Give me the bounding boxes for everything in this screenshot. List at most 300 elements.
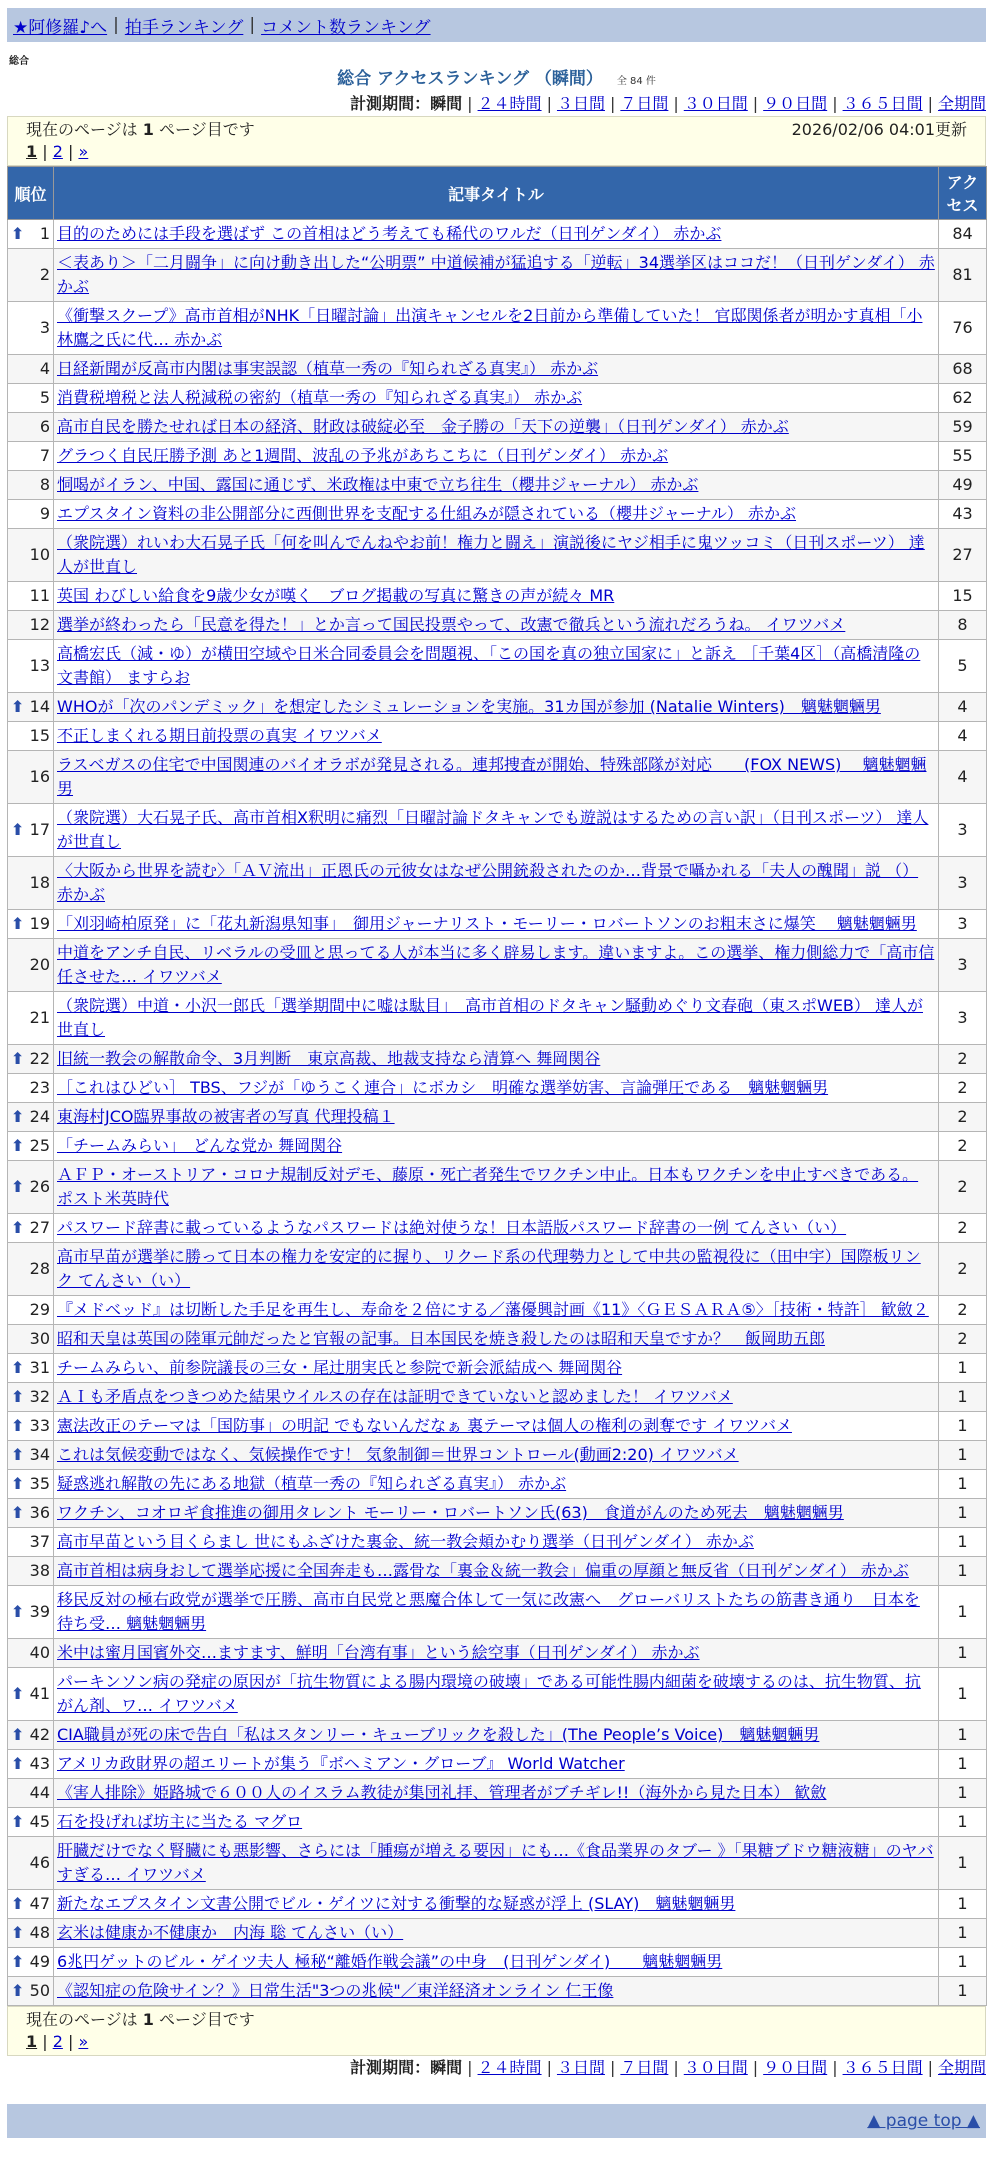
rank-cell (8, 220, 54, 249)
article-link[interactable]: アメリカ政財界の超エリートが集う『ボヘミアン・グローブ』 World Watcher (57, 1754, 625, 1773)
article-link[interactable]: パーキンソン病の発症の原因が「抗生物質による腸内環境の破壊」である可能性腸内細菌を破壊するのは、抗生物質、抗がん剤、ワ… イワツバメ (57, 1672, 921, 1715)
title-cell (54, 992, 939, 1045)
article-link[interactable]: パスワード辞書に載っているようなパスワードは絶対使うな！日本語版パスワード辞書の一例 てんさい（い） (57, 1218, 847, 1237)
rank-cell (8, 471, 54, 500)
title-cell (54, 1383, 939, 1412)
header-access: アクセス (939, 167, 987, 220)
table-row (8, 857, 987, 910)
page-separator: | (37, 2032, 53, 2051)
access-count: 1 (939, 1977, 987, 2006)
access-count: 3 (939, 992, 987, 1045)
article-link[interactable]: 高市首相は病身おして選挙応援に全国奔走も…露骨な「裏金＆統一教会」偏重の厚顔と無反省（日刊ゲンダイ） 赤かぶ (57, 1561, 909, 1580)
period-separator: | (609, 94, 616, 113)
article-link[interactable]: 肝臓だけでなく腎臓にも悪影響、さらには「腫瘍が増える要因」にも…《食品業界のタブー 》「果糖ブドウ糖液糖」のヤバすぎる… イワツバメ (57, 1841, 934, 1884)
article-link[interactable]: 《認知症の危険サイン？》日常生活"3つの兆候"／東洋経済オンライン 仁王像 (57, 1981, 614, 2000)
rank-cell (8, 249, 54, 302)
access-count: 2 (939, 1214, 987, 1243)
period-separator: | (673, 2058, 679, 2077)
article-link[interactable]: 英国 わびしい給食を9歳少女が嘆く ブログ掲載の写真に驚きの声が続々 MR (57, 586, 615, 605)
title-cell (54, 500, 939, 529)
period-link-6[interactable]: 全期間 (937, 2058, 986, 2077)
article-link[interactable]: 米中は蜜月国賓外交…ますます、鮮明「台湾有事」という絵空事（日刊ゲンダイ） 赤かぶ (57, 1643, 700, 1662)
table-row (8, 939, 987, 992)
header-rank: 順位 (8, 167, 54, 220)
rank-number: 48 (29, 1923, 50, 1942)
rank-cell (8, 302, 54, 355)
article-link[interactable]: 新たなエプスタイン文書公開でビル・ゲイツに対する衝撃的な疑惑が浮上 (SLAY) 魑魅魍魎男 (57, 1894, 736, 1913)
page-separator: | (62, 142, 79, 161)
ranking-title-text: 総合 アクセスランキング （瞬間） (337, 69, 603, 89)
rank-number: 30 (29, 1329, 50, 1348)
article-link[interactable]: 「チームみらい」 どんな党か 舞岡関谷 (57, 1136, 343, 1155)
table-row (8, 1354, 987, 1383)
article-link[interactable]: 昭和天皇は英国の陸軍元帥だったと官報の記事。日本国民を焼き殺したのは昭和天皇ですか？ 飯岡助五郎 (57, 1329, 826, 1348)
title-cell (54, 693, 939, 722)
period-current: 瞬間 (430, 94, 463, 113)
access-count: 1 (939, 1528, 987, 1557)
table-row (8, 471, 987, 500)
rank-cell (8, 751, 54, 804)
rank-number: 4 (39, 359, 50, 378)
rank-cell (8, 1639, 54, 1668)
period-label: 計測期間： (350, 2058, 431, 2077)
up-arrow-icon: ⬆ (11, 1725, 25, 1744)
title-cell (54, 1325, 939, 1354)
page-next-link[interactable]: » (78, 142, 89, 161)
access-count: 1 (939, 1837, 987, 1890)
article-link[interactable]: 中道をアンチ自民、リベラルの受皿と思ってる人が本当に多く辟易します。違いますよ。この選挙、権力側総力で「高市信任させた… イワツバメ (57, 943, 935, 986)
rank-cell (8, 384, 54, 413)
table-row (8, 1721, 987, 1750)
page-info-bottom (7, 2006, 986, 2056)
rank-number: 31 (29, 1358, 50, 1377)
table-row (8, 722, 987, 751)
article-link[interactable]: 不正しまくれる期日前投票の真実 イワツバメ (57, 726, 382, 745)
rank-number: 45 (29, 1812, 50, 1831)
rank-cell (8, 1499, 54, 1528)
rank-number: 9 (39, 504, 50, 523)
table-row (8, 1103, 987, 1132)
access-count: 1 (939, 1383, 987, 1412)
rank-number: 41 (29, 1684, 50, 1703)
article-link[interactable]: チームみらい、前参院議長の三女・尾辻朋実氏と参院で新会派結成へ 舞岡関谷 (57, 1358, 623, 1377)
rank-number: 27 (29, 1218, 50, 1237)
rank-cell (8, 1977, 54, 2006)
table-row (8, 1243, 987, 1296)
period-separator: | (609, 2058, 616, 2077)
rank-number: 10 (29, 545, 50, 564)
rank-cell (8, 1837, 54, 1890)
article-link[interactable]: グラつく自民圧勝予測 あと1週間、波乱の予兆があちこちに（日刊ゲンダイ） 赤かぶ (57, 446, 669, 465)
home-link[interactable]: ★阿修羅♪へ (13, 17, 108, 38)
rank-cell (8, 1296, 54, 1325)
rank-cell (8, 1528, 54, 1557)
article-link[interactable]: ＡＦＰ・オーストリア・コロナ規制反対デモ、藤原・死亡者発生でワクチン中止。日本もワクチンを中止すべきである。 ポスト米英時代 (57, 1165, 919, 1208)
access-count: 81 (939, 249, 987, 302)
access-count: 4 (939, 722, 987, 751)
rank-number: 11 (29, 586, 50, 605)
period-link-5[interactable]: ３６５日間 (842, 94, 923, 113)
rank-number: 7 (39, 446, 50, 465)
table-row (8, 1214, 987, 1243)
article-link[interactable]: 「刈羽崎柏原発」に「花丸新潟県知事」 御用ジャーナリスト・モーリー・ロバートソンのお粗末さに爆笑 魑魅魍魎男 (57, 914, 917, 933)
article-link[interactable]: （衆院選）れいわ大石晃子氏「何を叫んでんねやお前！権力と闘え」演説後にヤジ相手に鬼ツッコミ（日刊スポーツ） 達人が世直し (57, 533, 925, 576)
article-link[interactable]: 《害人排除》姫路城で６００人のイスラム教徒が集団礼拝、管理者がブチギレ!!（海外から見た日本） 歓斂 (57, 1783, 827, 1802)
title-cell (54, 1132, 939, 1161)
title-cell (54, 640, 939, 693)
title-cell (54, 355, 939, 384)
article-link[interactable]: 恫喝がイラン、中国、露国に通じず、米政権は中東で立ち往生（櫻井ジャーナル） 赤かぶ (57, 475, 699, 494)
table-row (8, 1557, 987, 1586)
rank-number: 29 (29, 1300, 50, 1319)
access-count: 49 (939, 471, 987, 500)
rank-cell (8, 1808, 54, 1837)
table-row (8, 302, 987, 355)
current-page-text (26, 119, 255, 141)
access-count: 1 (939, 1750, 987, 1779)
access-count: 2 (939, 1045, 987, 1074)
title-cell (54, 1639, 939, 1668)
article-link[interactable]: 目的のためには手段を選ばず この首相はどう考えても稀代のワルだ（日刊ゲンダイ） 赤かぶ (57, 224, 722, 243)
access-count: 1 (939, 1779, 987, 1808)
current-page-row (26, 2009, 967, 2031)
up-arrow-icon: ⬆ (11, 1684, 25, 1703)
access-count: 76 (939, 302, 987, 355)
article-link[interactable]: 〈大阪から世界を読む〉「ＡＶ流出」正恩氏の元彼女はなぜ公開銃殺されたのか…背景で囁かれる「夫人の醜聞」説 （） 赤かぶ (57, 861, 919, 904)
title-cell (54, 1074, 939, 1103)
access-count: 2 (939, 1132, 987, 1161)
table-row (8, 1668, 987, 1721)
title-cell (54, 722, 939, 751)
article-link[interactable]: ラスベガスの住宅で中国関連のバイオラボが発見される。連邦捜査が開始、特殊部隊が対応 (FOX NEWS) 魑魅魍魎男 (57, 755, 927, 798)
rank-number: 22 (29, 1049, 50, 1068)
table-row (8, 1948, 987, 1977)
title-cell (54, 302, 939, 355)
top-nav-bar (7, 8, 986, 42)
title-cell (54, 1161, 939, 1214)
up-arrow-icon: ⬆ (11, 1049, 25, 1068)
current-page-number: 1 (142, 120, 154, 139)
title-cell (54, 1045, 939, 1074)
article-link[interactable]: 《衝撃スクープ》高市首相がNHK「日曜討論」出演キャンセルを2日前から準備していた！ 官邸関係者が明かす真相「小林鷹之氏に代… 赤かぶ (57, 306, 923, 349)
table-row (8, 1412, 987, 1441)
rank-number: 42 (29, 1725, 50, 1744)
article-link[interactable]: （衆院選）中道・小沢一郎氏「選挙期間中に嘘は駄目」 高市首相のドタキャン騒動めぐり文春砲（東スポWEB） 達人が世直し (57, 996, 923, 1039)
period-nav-top (7, 92, 986, 116)
up-arrow-icon: ⬆ (11, 1754, 25, 1773)
article-link[interactable]: 憲法改正のテーマは「国防事」の明記 でもないんだなぁ 裏テーマは個人の権利の剥奪です イワツバメ (57, 1416, 792, 1435)
rank-cell (8, 1470, 54, 1499)
access-count: 4 (939, 693, 987, 722)
ranking-table (7, 166, 987, 2006)
period-link-0[interactable]: ２４時間 (477, 2058, 542, 2077)
rank-number: 46 (29, 1853, 50, 1872)
current-page-text (26, 2009, 255, 2031)
access-count: 3 (939, 910, 987, 939)
article-link[interactable]: ＜表あり＞「二月闘争」に向け動き出した“公明票” 中道候補が猛追する「逆転」34選挙区はココだ！（日刊ゲンダイ） 赤かぶ (57, 253, 935, 296)
rank-number: 28 (29, 1259, 50, 1278)
rank-cell (8, 910, 54, 939)
rank-number: 21 (29, 1008, 50, 1027)
article-link[interactable]: （衆院選）大石晃子氏、高市首相X釈明に痛烈「日曜討論ドタキャンでも遊説はするための言い訳」（日刊スポーツ） 達人が世直し (57, 808, 929, 851)
rank-cell (8, 529, 54, 582)
nav-separator: | (249, 15, 256, 35)
rank-cell (8, 413, 54, 442)
title-cell (54, 220, 939, 249)
table-row (8, 1919, 987, 1948)
rank-cell (8, 1132, 54, 1161)
access-count: 1 (939, 1470, 987, 1499)
article-link[interactable]: 高市自民を勝たせれば日本の経済、財政は破綻必至 金子勝の「天下の逆襲」（日刊ゲンダイ） 赤かぶ (57, 417, 789, 436)
article-link[interactable]: 6兆円ゲットのビル・ゲイツ夫人 極秘“離婚作戦会議”の中身 (日刊ゲンダイ) 魑魅魍魎男 (57, 1952, 723, 1971)
rank-cell (8, 500, 54, 529)
article-link[interactable]: WHOが「次のパンデミック」を想定したシミュレーションを実施。31カ国が参加 (Natalie Winters) 魑魅魍魎男 (57, 697, 881, 716)
title-cell (54, 1557, 939, 1586)
period-link-4[interactable]: ９０日間 (763, 2058, 828, 2077)
article-link[interactable]: 『メドベッド』は切断した手足を再生し、寿命を２倍にする／藩優興討画《11》〈ＧＥＳＡＲＡ⑤〉［技術・特許］ 歓斂２ (57, 1300, 929, 1319)
title-cell (54, 1586, 939, 1639)
period-separator: | (467, 2058, 473, 2077)
article-link[interactable]: 疑惑逃れ解散の先にある地獄（植草一秀の『知られざる真実』） 赤かぶ (57, 1474, 567, 1493)
access-count: 2 (939, 1243, 987, 1296)
access-count: 1 (939, 1721, 987, 1750)
rank-cell (8, 1243, 54, 1296)
up-arrow-icon: ⬆ (11, 1602, 25, 1621)
table-row (8, 1779, 987, 1808)
title-cell (54, 471, 939, 500)
article-link[interactable]: CIA職員が死の床で告白「私はスタンリー・キューブリックを殺した」(The People’s Voice) 魑魅魍魎男 (57, 1725, 820, 1744)
rank-number: 16 (29, 767, 50, 786)
period-separator: | (752, 94, 759, 113)
article-link[interactable]: 石を投げれば坊主に当たる マグロ (57, 1812, 303, 1831)
title-cell (54, 1948, 939, 1977)
rank-cell (8, 1919, 54, 1948)
period-link-1[interactable]: ３日間 (556, 2058, 605, 2077)
access-count: 1 (939, 1639, 987, 1668)
rank-cell (8, 804, 54, 857)
up-arrow-icon: ⬆ (11, 1387, 25, 1406)
period-link-5[interactable]: ３６５日間 (842, 2058, 923, 2077)
up-arrow-icon: ⬆ (11, 697, 25, 716)
table-row (8, 384, 987, 413)
rank-cell (8, 939, 54, 992)
article-link[interactable]: 旧統一教会の解散命令、3月判断 東京高裁、地裁支持なら清算へ 舞岡関谷 (57, 1049, 601, 1068)
rank-cell (8, 1721, 54, 1750)
rank-cell (8, 1214, 54, 1243)
rank-number: 6 (39, 417, 50, 436)
access-count: 4 (939, 751, 987, 804)
rank-number: 20 (29, 955, 50, 974)
title-cell (54, 1668, 939, 1721)
period-current: 瞬間 (430, 2058, 463, 2077)
rank-number: 18 (29, 873, 50, 892)
article-link[interactable]: これは気候変動ではなく、気候操作です！ 気象制御＝世界コントロール(動画2:20) イワツバメ (57, 1445, 739, 1464)
title-cell (54, 751, 939, 804)
table-row (8, 529, 987, 582)
article-link[interactable]: ＡＩも矛盾点をつきつめた結果ウイルスの存在は証明できていないと認めました！ イワツバメ (57, 1387, 733, 1406)
period-link-4[interactable]: ９０日間 (763, 94, 828, 113)
rank-cell (8, 1383, 54, 1412)
rank-cell (8, 857, 54, 910)
table-row (8, 992, 987, 1045)
table-row (8, 693, 987, 722)
table-row (8, 1890, 987, 1919)
rank-number: 38 (29, 1561, 50, 1580)
access-count: 1 (939, 1557, 987, 1586)
page-link-2[interactable]: 2 (52, 142, 63, 161)
up-arrow-icon: ⬆ (11, 820, 25, 839)
access-count: 84 (939, 220, 987, 249)
rank-cell (8, 1948, 54, 1977)
updated-timestamp: 2026/02/06 04:01更新 (791, 120, 967, 139)
rank-number: 15 (29, 726, 50, 745)
access-count: 1 (939, 1919, 987, 1948)
access-count: 62 (939, 384, 987, 413)
period-separator: | (832, 2058, 838, 2077)
article-link[interactable]: 高市早苗という目くらまし 世にもふざけた裏金、統一教会頬かむり選挙（日刊ゲンダイ） 赤かぶ (57, 1532, 754, 1551)
total-count: 全 84 件 (616, 76, 656, 87)
title-cell (54, 1103, 939, 1132)
title-cell (54, 1214, 939, 1243)
up-arrow-icon: ⬆ (11, 1177, 25, 1196)
page-current: 1 (26, 2032, 38, 2051)
applause-ranking-link[interactable]: 拍手ランキング (124, 17, 244, 38)
rank-number: 32 (29, 1387, 50, 1406)
table-row (8, 1837, 987, 1890)
rank-number: 47 (29, 1894, 50, 1913)
title-cell (54, 1808, 939, 1837)
title-cell (54, 1890, 939, 1919)
table-row (8, 1441, 987, 1470)
article-link[interactable]: エプスタイン資料の非公開部分に西側世界を支配する仕組みが隠されている（櫻井ジャーナル） 赤かぶ (57, 504, 797, 523)
title-cell (54, 1296, 939, 1325)
rank-number: 26 (29, 1177, 50, 1196)
title-cell (54, 1919, 939, 1948)
title-cell (54, 1750, 939, 1779)
rank-number: 17 (29, 820, 50, 839)
table-row (8, 804, 987, 857)
page-next-link[interactable]: » (78, 2032, 89, 2051)
comment-ranking-link[interactable]: コメント数ランキング (261, 17, 431, 38)
period-link-6[interactable]: 全期間 (937, 94, 986, 113)
title-cell (54, 442, 939, 471)
article-link[interactable]: ワクチン、コオロギ食推進の御用タレント モーリー・ロバートソン氏(63) 食道がんのため死去 魑魅魍魎男 (57, 1503, 844, 1522)
access-count: 1 (939, 1890, 987, 1919)
up-arrow-icon: ⬆ (11, 1952, 25, 1971)
rank-cell (8, 1103, 54, 1132)
period-link-3[interactable]: ３０日間 (683, 94, 748, 113)
access-count: 27 (939, 529, 987, 582)
access-count: 68 (939, 355, 987, 384)
title-cell (54, 249, 939, 302)
rank-number: 23 (29, 1078, 50, 1097)
page-separator: | (62, 2032, 79, 2051)
rank-cell (8, 1557, 54, 1586)
table-row (8, 1750, 987, 1779)
rank-number: 8 (39, 475, 50, 494)
access-count: 2 (939, 1325, 987, 1354)
article-link[interactable]: ［これはひどい］ TBS、フジが「ゆうこく連合」にボカシ 明確な選挙妨害、言論弾圧である 魑魅魍魎男 (57, 1078, 829, 1097)
article-link[interactable]: 高橋宏氏（減・ゆ）が横田空域や日米合同委員会を問題視、「この国を真の独立国家に」と訴え ［千葉4区］（高橋清隆の文書館） ますらお (57, 644, 921, 687)
page-top-link[interactable]: ▲ page top ▲ (867, 2111, 980, 2131)
rank-cell (8, 992, 54, 1045)
pagination (26, 141, 967, 163)
up-arrow-icon: ⬆ (11, 1503, 25, 1522)
table-row (8, 1383, 987, 1412)
table-row (8, 1325, 987, 1354)
access-count: 2 (939, 1161, 987, 1214)
period-link-1[interactable]: ３日間 (556, 94, 605, 113)
table-row (8, 910, 987, 939)
page-link-2[interactable]: 2 (52, 2032, 63, 2051)
rank-number: 35 (29, 1474, 50, 1493)
period-link-2[interactable]: ７日間 (620, 94, 669, 113)
up-arrow-icon: ⬆ (11, 1358, 25, 1377)
page-info-top (7, 116, 986, 166)
table-row (8, 355, 987, 384)
title-cell (54, 1412, 939, 1441)
title-cell (54, 1528, 939, 1557)
up-arrow-icon: ⬆ (11, 224, 25, 243)
article-link[interactable]: 移民反対の極右政党が選挙で圧勝、高市自民党と悪魔合体して一気に改憲へ グローバリストたちの筋書き通り 日本を待ち受… 魑魅魍魎男 (57, 1590, 920, 1633)
rank-number: 25 (29, 1136, 50, 1155)
title-cell (54, 1779, 939, 1808)
table-row (8, 500, 987, 529)
rank-number: 2 (39, 265, 50, 284)
table-row (8, 1977, 987, 2006)
rank-cell (8, 1161, 54, 1214)
rank-number: 5 (39, 388, 50, 407)
footer-bar (7, 2104, 986, 2138)
period-separator: | (832, 94, 838, 113)
current-page-row (26, 119, 967, 141)
access-count: 3 (939, 939, 987, 992)
article-link[interactable]: 選挙が終わったら「民意を得た！」とか言って国民投票やって、改憲で徹兵という流れだろうね。 イワツバメ (57, 615, 846, 634)
rank-cell (8, 582, 54, 611)
article-link[interactable]: 玄米は健康か不健康か 内海 聡 てんさい（い） (57, 1923, 404, 1942)
title-cell (54, 1441, 939, 1470)
period-nav-bottom (7, 2056, 986, 2080)
rank-cell (8, 1750, 54, 1779)
rank-cell (8, 1045, 54, 1074)
rank-cell (8, 1074, 54, 1103)
access-count: 5 (939, 640, 987, 693)
period-link-2[interactable]: ７日間 (620, 2058, 669, 2077)
table-row (8, 1045, 987, 1074)
table-row (8, 751, 987, 804)
title-cell (54, 582, 939, 611)
rank-cell (8, 442, 54, 471)
period-link-3[interactable]: ３０日間 (683, 2058, 748, 2077)
title-cell (54, 939, 939, 992)
current-page-number: 1 (142, 2010, 154, 2029)
article-link[interactable]: 東海村JCO臨界事故の被害者の写真 代理投稿１ (57, 1107, 395, 1126)
access-count: 8 (939, 611, 987, 640)
title-cell (54, 611, 939, 640)
article-link[interactable]: 日経新聞が反高市内閣は事実誤認（植草一秀の『知られざる真実』） 赤かぶ (57, 359, 599, 378)
article-link[interactable]: 消費税増税と法人税減税の密約（植草一秀の『知られざる真実』） 赤かぶ (57, 388, 583, 407)
title-cell (54, 384, 939, 413)
current-page-post: ページ目です (153, 2010, 255, 2029)
title-cell (54, 1721, 939, 1750)
period-link-0[interactable]: ２４時間 (477, 94, 542, 113)
access-count: 1 (939, 1499, 987, 1528)
rank-cell (8, 1668, 54, 1721)
article-link[interactable]: 高市早苗が選挙に勝って日本の権力を安定的に握り、リクード系の代理勢力として中共の監視役に（田中宇）国際板リンク てんさい（い） (57, 1247, 921, 1290)
period-label: 計測期間： (350, 94, 431, 113)
table-row (8, 1808, 987, 1837)
rank-number: 50 (29, 1981, 50, 2000)
